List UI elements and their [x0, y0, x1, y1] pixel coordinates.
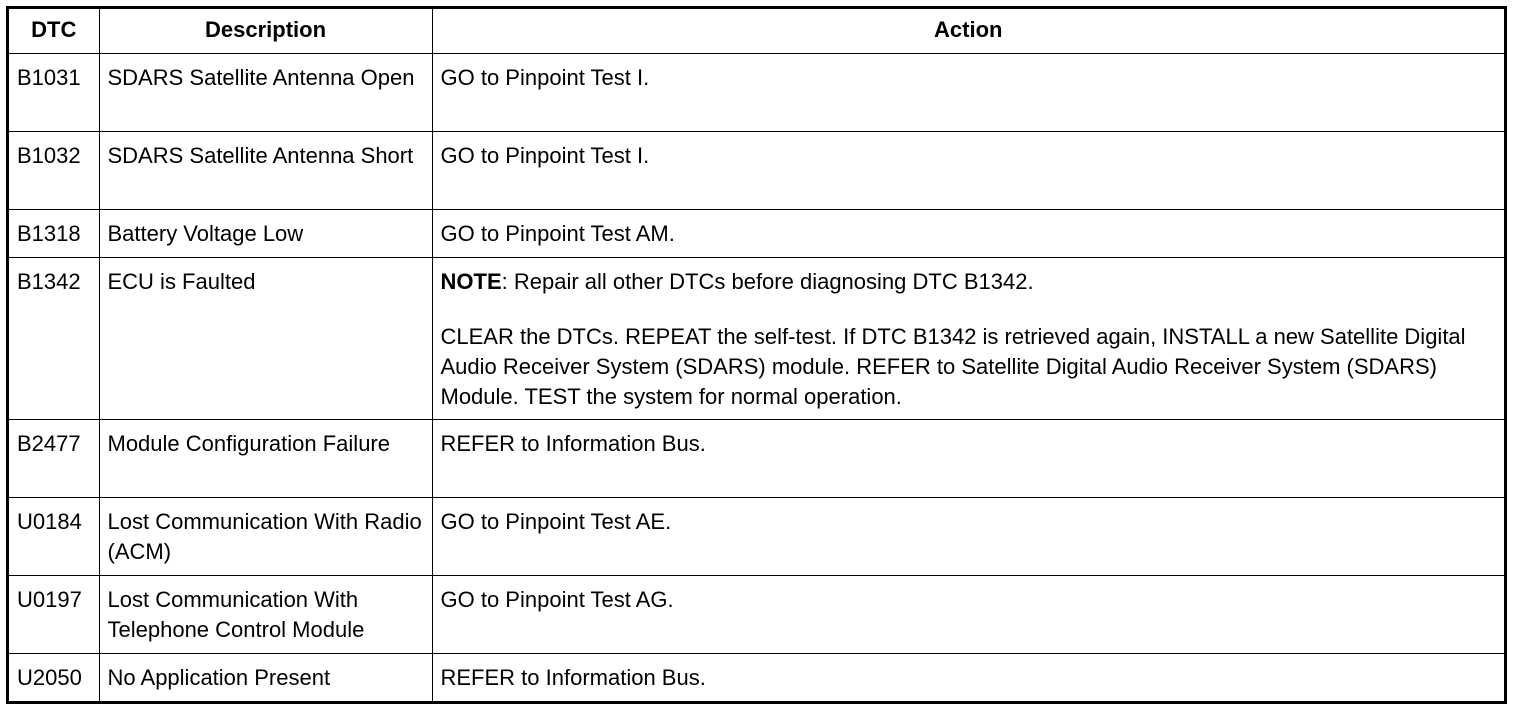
dtc-code: U2050	[9, 653, 99, 701]
dtc-code: U0184	[9, 497, 99, 575]
note-text: : Repair all other DTCs before diagnosing DTC B1342.	[501, 268, 1034, 294]
table-row	[9, 419, 1504, 497]
dtc-table-frame	[6, 6, 1507, 704]
table-row	[9, 131, 1504, 209]
dtc-action: GO to Pinpoint Test AM.	[432, 209, 1504, 257]
dtc-action: GO to Pinpoint Test AG.	[432, 575, 1504, 653]
dtc-column-header: DTC	[9, 9, 99, 53]
dtc-code: B1031	[9, 53, 99, 131]
dtc-description: Lost Communication With Telephone Control Module	[99, 575, 432, 653]
dtc-action: GO to Pinpoint Test I.	[432, 53, 1504, 131]
action-column-header: Action	[432, 9, 1504, 53]
dtc-code: B1032	[9, 131, 99, 209]
table-row	[9, 209, 1504, 257]
dtc-action: REFER to Information Bus.	[432, 419, 1504, 497]
dtc-description: Module Configuration Failure	[99, 419, 432, 497]
dtc-description: SDARS Satellite Antenna Open	[99, 53, 432, 131]
dtc-description: SDARS Satellite Antenna Short	[99, 131, 432, 209]
dtc-description: No Application Present	[99, 653, 432, 701]
table-row	[9, 257, 1504, 419]
table-row	[9, 575, 1504, 653]
dtc-action	[432, 257, 1504, 419]
table-row	[9, 653, 1504, 701]
dtc-code: B2477	[9, 419, 99, 497]
table-row	[9, 497, 1504, 575]
table-header-row	[9, 9, 1504, 53]
dtc-action: REFER to Information Bus.	[432, 653, 1504, 701]
table-row	[9, 53, 1504, 131]
dtc-action: GO to Pinpoint Test AE.	[432, 497, 1504, 575]
dtc-table	[9, 9, 1504, 701]
note-label: NOTE	[440, 268, 502, 294]
dtc-code: U0197	[9, 575, 99, 653]
action-instructions: CLEAR the DTCs. REPEAT the self-test. If DTC B1342 is retrieved again, INSTALL a new Satellite Digital Audio Receiver System (SDARS) module. REFER to Satellite Digital Audio Receiver System (SDARS) Module. TEST the system for normal operation.	[440, 323, 1466, 409]
dtc-action: GO to Pinpoint Test I.	[432, 131, 1504, 209]
dtc-description: Lost Communication With Radio (ACM)	[99, 497, 432, 575]
dtc-code: B1342	[9, 257, 99, 419]
dtc-description: Battery Voltage Low	[99, 209, 432, 257]
action-note	[441, 267, 1497, 297]
description-column-header: Description	[99, 9, 432, 53]
dtc-code: B1318	[9, 209, 99, 257]
dtc-description: ECU is Faulted	[99, 257, 432, 419]
